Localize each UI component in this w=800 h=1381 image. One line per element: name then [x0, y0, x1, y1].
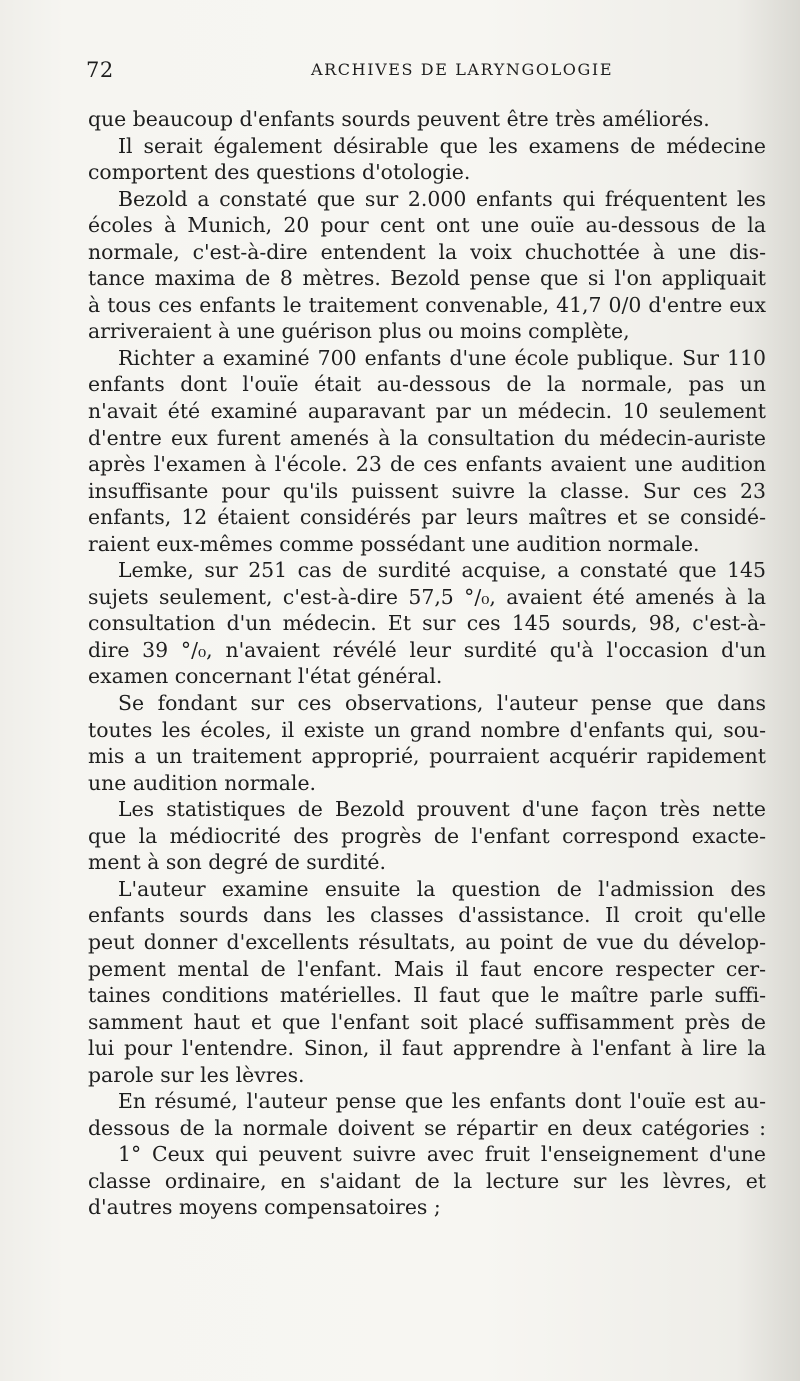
text-line: Lemke, sur 251 cas de surdité acquise, a constaté que 145 [118, 558, 766, 583]
text-line: samment haut et que l'enfant soit placé suffisamment près de [88, 1009, 766, 1034]
text-line: enfants dont l'ouïe était au-dessous de la normale, pas un [88, 372, 766, 397]
page-header [86, 58, 766, 86]
text-line: Il serait également désirable que les examens de médecine [118, 133, 766, 158]
text-line: examen concernant l'état général. [88, 664, 443, 689]
text-line: n'avait été examiné auparavant par un médecin. 10 seulement [88, 399, 766, 424]
text-line: En résumé, l'auteur pense que les enfants dont l'ouïe est au- [118, 1089, 766, 1114]
text-line: ment à son degré de surdité. [88, 850, 386, 875]
text-line: comportent des questions d'otologie. [88, 160, 471, 185]
text-line: après l'examen à l'école. 23 de ces enfants avaient une audition [88, 452, 766, 477]
text-line: insuffisante pour qu'ils puissent suivre la classe. Sur ces 23 [88, 478, 766, 503]
text-line: tance maxima de 8 mètres. Bezold pense que si l'on appliquait [88, 266, 766, 291]
text-line: lui pour l'entendre. Sinon, il faut apprendre à l'enfant à lire la [88, 1036, 766, 1061]
text-line: taines conditions matérielles. Il faut que le maître parle suffi- [88, 983, 766, 1008]
text-line: enfants sourds dans les classes d'assistance. Il croit qu'elle [88, 903, 766, 928]
running-title: ARCHIVES DE LARYNGOLOGIE [311, 60, 614, 79]
text-line: peut donner d'excellents résultats, au point de vue du dévelop- [88, 929, 766, 954]
text-line: Bezold a constaté que sur 2.000 enfants qui fréquentent les [118, 186, 766, 211]
body-text [88, 106, 766, 1221]
text-line: une audition normale. [88, 770, 317, 795]
text-line: dire 39 °/₀, n'avaient révélé leur surdité qu'à l'occasion d'un [88, 637, 766, 662]
text-line: toutes les écoles, il existe un grand nombre d'enfants qui, sou- [88, 717, 766, 742]
text-line: d'autres moyens compensatoires ; [88, 1195, 441, 1220]
text-line: raient eux-mêmes comme possédant une audition normale. [88, 531, 700, 556]
text-line: consultation d'un médecin. Et sur ces 145 sourds, 98, c'est-à- [88, 611, 766, 636]
text-line: parole sur les lèvres. [88, 1062, 305, 1087]
text-line: d'entre eux furent amenés à la consultation du médecin-auriste [88, 425, 766, 450]
text-line: enfants, 12 étaient considérés par leurs maîtres et se considé- [88, 505, 766, 530]
text-line: que la médiocrité des progrès de l'enfant correspond exacte- [88, 823, 766, 848]
text-line: 1° Ceux qui peuvent suivre avec fruit l'enseignement d'une [118, 1142, 766, 1167]
text-line: classe ordinaire, en s'aidant de la lecture sur les lèvres, et [88, 1168, 766, 1193]
page-number: 72 [86, 58, 114, 82]
text-line: Les statistiques de Bezold prouvent d'une façon très nette [118, 797, 766, 822]
text-line: Se fondant sur ces observations, l'auteur pense que dans [118, 691, 766, 716]
text-line: dessous de la normale doivent se répartir en deux catégories : [88, 1115, 766, 1140]
text-line: à tous ces enfants le traitement convenable, 41,7 0/0 d'entre eux [88, 292, 766, 317]
text-line: pement mental de l'enfant. Mais il faut encore respecter cer- [88, 956, 766, 981]
text-line: normale, c'est-à-dire entendent la voix chuchottée à une dis- [88, 239, 766, 264]
text-line: que beaucoup d'enfants sourds peuvent être très améliorés. [88, 107, 710, 131]
text-line: L'auteur examine ensuite la question de l'admission des [118, 876, 766, 901]
text-line: écoles à Munich, 20 pour cent ont une ouïe au-dessous de la [88, 213, 766, 238]
text-line: sujets seulement, c'est-à-dire 57,5 °/₀, avaient été amenés à la [88, 584, 766, 609]
text-line: arriveraient à une guérison plus ou moins complète, [88, 319, 630, 344]
text-line: mis a un traitement approprié, pourraient acquérir rapidement [88, 744, 766, 769]
text-line: Richter a examiné 700 enfants d'une école publique. Sur 110 [118, 345, 766, 370]
